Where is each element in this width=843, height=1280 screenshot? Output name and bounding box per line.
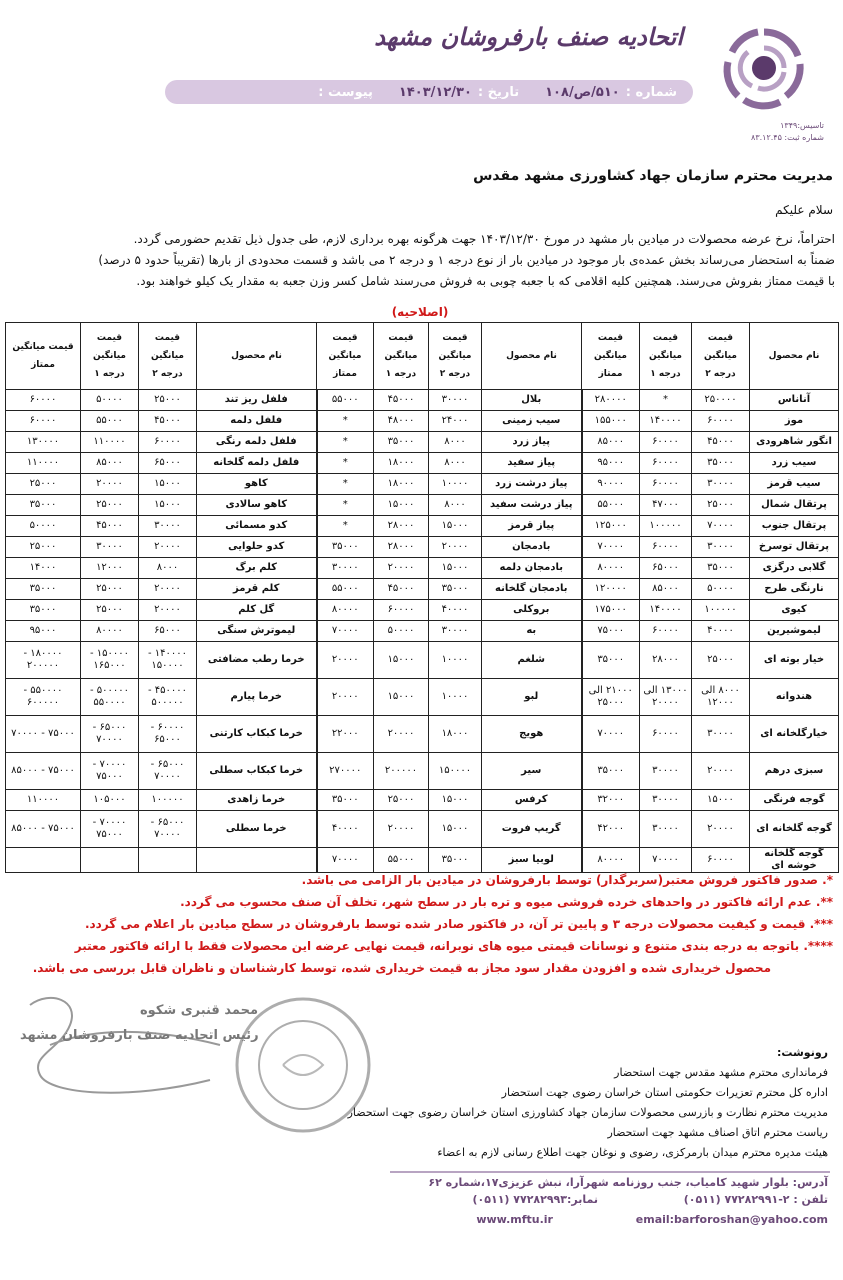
premium-price-cell: ۲۱۰۰۰ الی ۲۵۰۰۰: [582, 679, 640, 716]
product-name-cell: بروکلی: [482, 600, 582, 621]
grade2-price-cell: ۸۰۰۰: [429, 453, 482, 474]
premium-price-cell: *: [317, 474, 374, 495]
grade2-price-cell: ۲۰۰۰۰: [139, 600, 197, 621]
grade2-price-cell: ۱۰۰۰۰: [429, 474, 482, 495]
product-name-cell: بادمجان گلخانه: [482, 579, 582, 600]
premium-price-cell: ۷۰۰۰۰: [317, 621, 374, 642]
grade2-price-cell: ۷۰۰۰۰: [692, 516, 750, 537]
grade1-price-cell: ۶۰۰۰۰: [374, 600, 429, 621]
attachment-label: پیوست :: [318, 84, 373, 100]
table-row: [6, 411, 839, 432]
table-row: [6, 474, 839, 495]
grade2-price-cell: ۶۵۰۰۰ - ۷۰۰۰۰: [139, 811, 197, 848]
header-product-name: نام محصول: [197, 323, 317, 390]
table-row: [6, 679, 839, 716]
premium-price-cell: ۵۵۰۰۰: [317, 579, 374, 600]
grade2-price-cell: ۲۰۰۰۰: [692, 753, 750, 790]
product-name-cell: خرما کبکاب کارتنی: [197, 716, 317, 753]
product-name-cell: لوبیا سبز: [482, 848, 582, 873]
product-name-cell: نارنگی طرح: [750, 579, 839, 600]
product-name-cell: کدو مسمائی: [197, 516, 317, 537]
table-row: [6, 716, 839, 753]
product-name-cell: خرما زاهدی: [197, 790, 317, 811]
premium-price-cell: ۸۰۰۰۰: [582, 848, 640, 873]
premium-price-cell: ۷۵۰۰۰ - ۸۵۰۰۰: [6, 811, 81, 848]
product-name-cell: کرفس: [482, 790, 582, 811]
premium-price-cell: ۳۵۰۰۰: [6, 579, 81, 600]
premium-price-cell: ۴۲۰۰۰: [582, 811, 640, 848]
product-name-cell: کلم قرمز: [197, 579, 317, 600]
grade2-price-cell: ۱۵۰۰۰: [139, 495, 197, 516]
product-name-cell: بادمجان: [482, 537, 582, 558]
header-product-name: نام محصول: [750, 323, 839, 390]
grade2-price-cell: ۱۰۰۰۰: [429, 642, 482, 679]
product-name-cell: خرما پیارم: [197, 679, 317, 716]
grade1-price-cell: ۲۰۰۰۰: [374, 558, 429, 579]
grade2-price-cell: ۴۵۰۰۰: [139, 411, 197, 432]
product-name-cell: پیاز قرمز: [482, 516, 582, 537]
grade1-price-cell: ۳۵۰۰۰: [374, 432, 429, 453]
grade1-price-cell: ۵۰۰۰۰۰ - ۵۵۰۰۰۰: [81, 679, 139, 716]
premium-price-cell: ۲۷۰۰۰۰: [317, 753, 374, 790]
product-name-cell: خرما رطب مضافتی: [197, 642, 317, 679]
signatory-title: رئیس اتحادیه صنف بارفروشان مشهد: [20, 1028, 259, 1043]
grade2-price-cell: ۴۵۰۰۰۰ - ۵۰۰۰۰۰: [139, 679, 197, 716]
grade1-price-cell: *: [640, 390, 692, 411]
grade2-price-cell: ۱۸۰۰۰: [429, 716, 482, 753]
grade1-price-cell: ۱۰۰۰۰۰: [640, 516, 692, 537]
grade2-price-cell: ۲۰۰۰۰: [429, 537, 482, 558]
grade1-price-cell: ۲۰۰۰۰: [374, 811, 429, 848]
product-name-cell: خیارگلخانه ای: [750, 716, 839, 753]
premium-price-cell: ۱۴۰۰۰: [6, 558, 81, 579]
grade2-price-cell: ۶۵۰۰۰ - ۷۰۰۰۰: [139, 753, 197, 790]
grade2-price-cell: ۲۵۰۰۰۰: [692, 390, 750, 411]
grade2-price-cell: ۸۰۰۰ الی ۱۲۰۰۰: [692, 679, 750, 716]
grade1-price-cell: ۳۰۰۰۰: [640, 753, 692, 790]
premium-price-cell: *: [317, 432, 374, 453]
grade1-price-cell: ۲۰۰۰۰: [374, 716, 429, 753]
product-name-cell: فلفل دلمه: [197, 411, 317, 432]
footer: [8, 1173, 828, 1230]
header-grade2: قیمت میانگین درجه ۲: [139, 323, 197, 390]
product-name-cell: شلغم: [482, 642, 582, 679]
cc-item: هیئت مدیره محترم میدان بارمرکزی، رضوی و نوغان جهت اطلاع رسانی لازم به اعضاء: [437, 1146, 828, 1159]
table-row: [6, 537, 839, 558]
grade1-price-cell: ۴۸۰۰۰: [374, 411, 429, 432]
premium-price-cell: ۷۰۰۰۰: [317, 848, 374, 873]
premium-price-cell: ۱۷۵۰۰۰: [582, 600, 640, 621]
grade2-price-cell: ۱۵۰۰۰: [429, 790, 482, 811]
footer-address: آدرس: بلوار شهید کامیاب، جنب روزنامه شهرآرا، نبش عزیزی۱۷،شماره ۶۲: [428, 1176, 828, 1189]
footer-website[interactable]: www.mftu.ir: [476, 1213, 553, 1226]
grade1-price-cell: ۱۵۰۰۰: [374, 642, 429, 679]
paragraph-2: ضمناً به استحضار می‌رساند بخش عمده‌ی بار موجود در میادین بار از نوع درجه ۱ و درجه ۲ می باشد و قسمت محدودی از بارها (تقریباً حدود ۵ درصد): [98, 253, 835, 267]
premium-price-cell: ۷۵۰۰۰ - ۸۵۰۰۰: [6, 753, 81, 790]
grade2-price-cell: ۶۰۰۰۰ - ۶۵۰۰۰: [139, 716, 197, 753]
product-name-cell: گوجه گلخانه ای: [750, 811, 839, 848]
product-name-cell: سیر: [482, 753, 582, 790]
table-header-row: [6, 323, 839, 390]
grade1-price-cell: ۱۵۰۰۰: [374, 679, 429, 716]
cc-list: [348, 1043, 828, 1163]
premium-price-cell: ۶۰۰۰۰: [6, 411, 81, 432]
grade1-price-cell: ۴۵۰۰۰: [374, 579, 429, 600]
grade1-price-cell: ۲۸۰۰۰: [374, 537, 429, 558]
premium-price-cell: ۱۱۰۰۰۰: [6, 453, 81, 474]
grade1-price-cell: ۵۰۰۰۰: [81, 390, 139, 411]
grade2-price-cell: ۱۰۰۰۰: [429, 679, 482, 716]
grade2-price-cell: ۲۵۰۰۰: [692, 495, 750, 516]
grade1-price-cell: ۶۰۰۰۰: [640, 474, 692, 495]
premium-price-cell: ۱۸۰۰۰۰ - ۲۰۰۰۰۰: [6, 642, 81, 679]
footer-phone: تلفن : ۲-۷۷۲۸۲۹۹۱ (۰۵۱۱): [683, 1193, 828, 1206]
grade2-price-cell: ۱۵۰۰۰: [429, 558, 482, 579]
grade1-price-cell: ۵۵۰۰۰: [81, 411, 139, 432]
product-name-cell: کیوی: [750, 600, 839, 621]
footer-fax: نمابر:۷۷۲۸۲۹۹۳ (۰۵۱۱): [472, 1193, 598, 1206]
header-premium: قیمت میانگین ممتاز: [6, 323, 81, 390]
grade1-price-cell: ۲۸۰۰۰: [374, 516, 429, 537]
grade2-price-cell: ۳۰۰۰۰: [139, 516, 197, 537]
grade2-price-cell: ۲۵۰۰۰: [692, 642, 750, 679]
premium-price-cell: ۷۵۰۰۰ - ۷۰۰۰۰: [6, 716, 81, 753]
cc-item: ریاست محترم اتاق اصناف مشهد جهت استحضار: [607, 1126, 828, 1139]
grade1-price-cell: ۱۵۰۰۰۰ - ۱۶۵۰۰۰: [81, 642, 139, 679]
table-row: [6, 390, 839, 411]
grade2-price-cell: ۱۰۰۰۰۰: [692, 600, 750, 621]
product-name-cell: انگور شاهرودی: [750, 432, 839, 453]
premium-price-cell: ۵۵۰۰۰: [582, 495, 640, 516]
product-name-cell: فلفل دلمه رنگی: [197, 432, 317, 453]
grade2-price-cell: ۸۰۰۰: [429, 432, 482, 453]
premium-price-cell: ۸۰۰۰۰: [317, 600, 374, 621]
grade2-price-cell: ۱۵۰۰۰: [139, 474, 197, 495]
grade2-price-cell: ۶۵۰۰۰: [139, 621, 197, 642]
grade2-price-cell: ۲۴۰۰۰: [429, 411, 482, 432]
premium-price-cell: ۱۲۵۰۰۰: [582, 516, 640, 537]
product-name-cell: لیموترش سنگی: [197, 621, 317, 642]
note-1: *. صدور فاکتور فروش معتبر(سربرگدار) توسط بارفروشان در میادین بار الزامی می باشد.: [301, 873, 833, 887]
grade1-price-cell: ۲۰۰۰۰: [81, 474, 139, 495]
greeting: سلام علیکم: [775, 203, 833, 217]
product-name-cell: پرتقال تو‌سرخ: [750, 537, 839, 558]
grade1-price-cell: ۶۰۰۰۰: [640, 716, 692, 753]
addressee: مدیریت محترم سازمان جهاد کشاورزی مشهد مقدس: [473, 168, 833, 184]
grade2-price-cell: ۳۵۰۰۰: [429, 579, 482, 600]
premium-price-cell: ۱۳۰۰۰۰: [6, 432, 81, 453]
grade2-price-cell: ۳۰۰۰۰: [692, 716, 750, 753]
grade2-price-cell: ۲۰۰۰۰: [692, 811, 750, 848]
grade2-price-cell: ۳۰۰۰۰: [429, 621, 482, 642]
paragraph-3: با قیمت ممتاز بفروش می‌رسند. همچنین کلیه اقلامی که با جعبه چوبی به فروش می‌رسند شامل کسر وزن جعبه به مقدار یک کیلو خواهند بود.: [136, 274, 835, 288]
premium-price-cell: ۵۵۰۰۰: [317, 390, 374, 411]
grade1-price-cell: ۶۰۰۰۰: [640, 453, 692, 474]
grade1-price-cell: ۸۵۰۰۰: [640, 579, 692, 600]
grade2-price-cell: ۳۰۰۰۰: [429, 390, 482, 411]
premium-price-cell: ۱۱۰۰۰۰: [6, 790, 81, 811]
grade2-price-cell: ۸۰۰۰: [139, 558, 197, 579]
premium-price-cell: ۶۰۰۰۰: [6, 390, 81, 411]
product-name-cell: خرما کبکاب سطلی: [197, 753, 317, 790]
grade2-price-cell: ۱۵۰۰۰: [429, 516, 482, 537]
grade2-price-cell: ۲۰۰۰۰: [139, 537, 197, 558]
premium-price-cell: ۵۰۰۰۰: [6, 516, 81, 537]
product-name-cell: بلال: [482, 390, 582, 411]
grade1-price-cell: ۲۵۰۰۰: [81, 579, 139, 600]
grade1-price-cell: ۴۵۰۰۰: [81, 516, 139, 537]
product-name-cell: هویج: [482, 716, 582, 753]
grade1-price-cell: ۶۵۰۰۰: [640, 558, 692, 579]
grade2-price-cell: ۲۰۰۰۰: [139, 579, 197, 600]
cc-title: رونوشت:: [776, 1046, 828, 1059]
premium-price-cell: ۳۲۰۰۰: [582, 790, 640, 811]
grade1-price-cell: ۲۵۰۰۰: [81, 495, 139, 516]
product-name-cell: پیاز درشت زرد: [482, 474, 582, 495]
grade1-price-cell: ۱۳۰۰۰ الی ۲۰۰۰۰: [640, 679, 692, 716]
product-name-cell: پیاز درشت سفید: [482, 495, 582, 516]
product-name-cell: موز: [750, 411, 839, 432]
grade1-price-cell: ۲۰۰۰۰۰: [374, 753, 429, 790]
grade1-price-cell: ۶۰۰۰۰: [640, 537, 692, 558]
premium-price-cell: ۳۵۰۰۰: [6, 600, 81, 621]
table-row: [6, 579, 839, 600]
grade2-price-cell: ۳۵۰۰۰: [692, 558, 750, 579]
premium-price-cell: ۷۰۰۰۰: [582, 716, 640, 753]
product-name-cell: فلفل دلمه گلخانه: [197, 453, 317, 474]
grade1-price-cell: ۱۸۰۰۰: [374, 453, 429, 474]
product-name-cell: آناناس: [750, 390, 839, 411]
premium-price-cell: ۳۵۰۰۰: [582, 753, 640, 790]
grade1-price-cell: ۱۸۰۰۰: [374, 474, 429, 495]
grade2-price-cell: ۴۰۰۰۰: [692, 621, 750, 642]
grade1-price-cell: ۸۵۰۰۰: [81, 453, 139, 474]
product-name-cell: خرما سطلی: [197, 811, 317, 848]
letter-meta-bar: [165, 80, 693, 104]
grade2-price-cell: ۳۰۰۰۰: [692, 474, 750, 495]
product-name-cell: سیب زمینی: [482, 411, 582, 432]
grade2-price-cell: ۳۰۰۰۰: [692, 537, 750, 558]
grade1-price-cell: ۵۰۰۰۰: [374, 621, 429, 642]
grade2-price-cell: ۴۰۰۰۰: [429, 600, 482, 621]
grade1-price-cell: ۳۰۰۰۰: [640, 790, 692, 811]
premium-price-cell: ۷۵۰۰۰: [582, 621, 640, 642]
note-2: **. عدم ارائه فاکتور در واحدهای خرده فروشی میوه و تره بار در سطح شهر، تخلف آن صنف محسوب می گردد.: [180, 895, 833, 909]
premium-price-cell: ۲۵۰۰۰: [6, 537, 81, 558]
grade2-price-cell: ۸۰۰۰: [429, 495, 482, 516]
grade1-price-cell: ۱۰۵۰۰۰: [81, 790, 139, 811]
correction-label: (اصلاحیه): [391, 305, 449, 319]
product-name-cell: سبزی درهم: [750, 753, 839, 790]
grade1-price-cell: ۲۵۰۰۰: [81, 600, 139, 621]
grade2-price-cell: ۳۵۰۰۰: [429, 848, 482, 873]
premium-price-cell: ۱۵۵۰۰۰: [582, 411, 640, 432]
product-name-cell: فلفل ریز تند: [197, 390, 317, 411]
grade1-price-cell: ۳۰۰۰۰: [640, 811, 692, 848]
header-grade1: قیمت میانگین درجه ۱: [81, 323, 139, 390]
product-name-cell: پیاز سفید: [482, 453, 582, 474]
product-name-cell: لبو: [482, 679, 582, 716]
product-name-cell: کدو حلوایی: [197, 537, 317, 558]
price-table: [5, 322, 839, 873]
footer-email[interactable]: email:barforoshan@yahoo.com: [635, 1213, 828, 1226]
table-row: [6, 558, 839, 579]
table-row: [6, 495, 839, 516]
product-name-cell: سیب قرمز: [750, 474, 839, 495]
grade1-price-cell: ۱۵۰۰۰: [374, 495, 429, 516]
number-label: شماره :: [625, 84, 677, 100]
grade1-price-cell: ۴۵۰۰۰: [374, 390, 429, 411]
premium-price-cell: ۲۰۰۰۰: [317, 642, 374, 679]
premium-price-cell: ۳۵۰۰۰: [6, 495, 81, 516]
grade1-price-cell: ۷۰۰۰۰ - ۷۵۰۰۰: [81, 811, 139, 848]
grade2-price-cell: ۶۰۰۰۰: [692, 411, 750, 432]
grade1-price-cell: ۲۵۰۰۰: [374, 790, 429, 811]
grade1-price-cell: ۱۴۰۰۰۰: [640, 600, 692, 621]
grade1-price-cell: ۵۵۰۰۰: [374, 848, 429, 873]
premium-price-cell: *: [317, 453, 374, 474]
note-3: ***. قیمت و کیفیت محصولات درجه ۳ و پایین تر آن، در فاکتور صادر شده توسط بارفروشان در سطح میادین بار اعلام می گردد.: [84, 917, 833, 931]
grade1-price-cell: ۱۲۰۰۰: [81, 558, 139, 579]
notes-section: [13, 869, 833, 979]
premium-price-cell: ۸۰۰۰۰: [582, 558, 640, 579]
paragraph-1: احتراماً، نرخ عرضه محصولات در میادین بار مشهد در مورخ ۱۴۰۳/۱۲/۳۰ جهت هرگونه بهره برداری لازم، طی جدول ذیل تقدیم حضورمی گردد.: [133, 232, 835, 246]
grade2-price-cell: ۱۵۰۰۰: [692, 790, 750, 811]
grade1-price-cell: ۷۰۰۰۰: [640, 848, 692, 873]
table-row: [6, 790, 839, 811]
founded-text: تاسیس:۱۳۴۹: [780, 121, 824, 130]
premium-price-cell: ۹۵۰۰۰: [582, 453, 640, 474]
product-name-cell: کلم برگ: [197, 558, 317, 579]
cc-item: مدیریت محترم نظارت و بازرسی محصولات سازمان جهاد کشاورزی استان خراسان رضوی جهت استحضار: [347, 1106, 828, 1119]
premium-price-cell: ۳۵۰۰۰: [317, 790, 374, 811]
logo-info: [700, 120, 824, 144]
table-row: [6, 811, 839, 848]
premium-price-cell: ۲۵۰۰۰: [6, 474, 81, 495]
grade2-price-cell: ۶۰۰۰۰: [139, 432, 197, 453]
header-grade2: قیمت میانگین درجه ۲: [692, 323, 750, 390]
product-name-cell: کاهو سالادی: [197, 495, 317, 516]
grade1-price-cell: ۱۱۰۰۰۰: [81, 432, 139, 453]
table-row: [6, 432, 839, 453]
premium-price-cell: ۳۵۰۰۰: [582, 642, 640, 679]
premium-price-cell: ۳۵۰۰۰: [317, 537, 374, 558]
table-row: [6, 453, 839, 474]
grade1-price-cell: ۶۰۰۰۰: [640, 621, 692, 642]
note-4-continued: محصول خریداری شده و افزودن مقدار سود مجاز به قیمت خریداری شده، توسط کارشناسان و ناظران قابل بررسی می باشد.: [32, 961, 771, 975]
product-name-cell: لیموشیرین: [750, 621, 839, 642]
premium-price-cell: ۴۰۰۰۰: [317, 811, 374, 848]
grade1-price-cell: ۸۰۰۰۰: [81, 621, 139, 642]
grade1-price-cell: ۳۰۰۰۰: [81, 537, 139, 558]
product-name-cell: پرتقال جنوب: [750, 516, 839, 537]
header-premium: قیمت میانگین ممتاز: [582, 323, 640, 390]
grade2-price-cell: ۵۰۰۰۰: [692, 579, 750, 600]
premium-price-cell: ۹۵۰۰۰: [6, 621, 81, 642]
premium-price-cell: *: [317, 516, 374, 537]
product-name-cell: به: [482, 621, 582, 642]
grade2-price-cell: ۳۵۰۰۰: [692, 453, 750, 474]
grade2-price-cell: ۱۴۰۰۰۰ - ۱۵۰۰۰۰: [139, 642, 197, 679]
header-grade2: قیمت میانگین درجه ۲: [429, 323, 482, 390]
premium-price-cell: ۵۵۰۰۰۰ - ۶۰۰۰۰۰: [6, 679, 81, 716]
number-value: ۵۱۰/ص/۱۰۸: [545, 84, 620, 100]
product-name-cell: خیار بوته ای: [750, 642, 839, 679]
premium-price-cell: ۲۰۰۰۰: [317, 679, 374, 716]
signatory-name: محمد قنبری شکوه: [140, 1003, 258, 1018]
premium-price-cell: ۱۲۰۰۰۰: [582, 579, 640, 600]
grade2-price-cell: ۱۰۰۰۰۰: [139, 790, 197, 811]
header-product-name: نام محصول: [482, 323, 582, 390]
date-value: ۱۴۰۳/۱۲/۳۰: [398, 84, 472, 100]
premium-price-cell: ۳۰۰۰۰: [317, 558, 374, 579]
organization-logo: [700, 18, 828, 118]
premium-price-cell: *: [317, 495, 374, 516]
date-label: تاریخ :: [477, 84, 520, 100]
grade1-price-cell: ۲۸۰۰۰: [640, 642, 692, 679]
premium-price-cell: ۲۸۰۰۰۰: [582, 390, 640, 411]
grade2-price-cell: ۶۰۰۰۰: [692, 848, 750, 873]
table-row: [6, 753, 839, 790]
product-name-cell: بادمجان دلمه: [482, 558, 582, 579]
grade2-price-cell: ۶۵۰۰۰: [139, 453, 197, 474]
grade2-price-cell: ۱۵۰۰۰۰: [429, 753, 482, 790]
grade2-price-cell: ۴۵۰۰۰: [692, 432, 750, 453]
note-4: ****. باتوجه به درجه بندی متنوع و نوسانات قیمتی میوه های نوبرانه، قیمت نهایی عرضه این محصولات فقط با ارائه فاکتور معتبر: [74, 939, 833, 953]
header-grade1: قیمت میانگین درجه ۱: [374, 323, 429, 390]
product-name-cell: گریپ فروت: [482, 811, 582, 848]
premium-price-cell: ۷۰۰۰۰: [582, 537, 640, 558]
product-name-cell: گل کلم: [197, 600, 317, 621]
grade1-price-cell: ۱۴۰۰۰۰: [640, 411, 692, 432]
cc-item: فرمانداری محترم مشهد مقدس جهت استحضار: [614, 1066, 828, 1079]
registration-number: شماره ثبت: ۸۳.۱۲.۴۵: [751, 133, 824, 142]
organization-name: اتحادیه صنف بارفروشان مشهد: [374, 22, 683, 51]
header-grade1: قیمت میانگین درجه ۱: [640, 323, 692, 390]
grade2-price-cell: ۲۵۰۰۰: [139, 390, 197, 411]
header-premium: قیمت میانگین ممتاز: [317, 323, 374, 390]
grade1-price-cell: ۶۰۰۰۰: [640, 432, 692, 453]
product-name-cell: پرتقال شمال: [750, 495, 839, 516]
product-name-cell: سیب زرد: [750, 453, 839, 474]
grade1-price-cell: ۷۰۰۰۰ - ۷۵۰۰۰: [81, 753, 139, 790]
grade1-price-cell: ۴۷۰۰۰: [640, 495, 692, 516]
premium-price-cell: *: [317, 411, 374, 432]
table-row: [6, 600, 839, 621]
premium-price-cell: ۹۰۰۰۰: [582, 474, 640, 495]
product-name-cell: کاهو: [197, 474, 317, 495]
cc-item: اداره کل محترم تعزیرات حکومتی استان خراسان رضوی جهت استحضار: [501, 1086, 828, 1099]
product-name-cell: پیاز زرد: [482, 432, 582, 453]
product-name-cell: گوجه فرنگی: [750, 790, 839, 811]
product-name-cell: گوجه گلخانه خوشه ای: [750, 848, 839, 873]
table-row: [6, 516, 839, 537]
grade1-price-cell: ۶۵۰۰۰ - ۷۰۰۰۰: [81, 716, 139, 753]
table-row: [6, 642, 839, 679]
product-name-cell: گلابی درگزی: [750, 558, 839, 579]
grade2-price-cell: ۱۵۰۰۰: [429, 811, 482, 848]
premium-price-cell: ۸۵۰۰۰: [582, 432, 640, 453]
product-name-cell: هندوانه: [750, 679, 839, 716]
premium-price-cell: ۲۲۰۰۰: [317, 716, 374, 753]
table-row: [6, 621, 839, 642]
